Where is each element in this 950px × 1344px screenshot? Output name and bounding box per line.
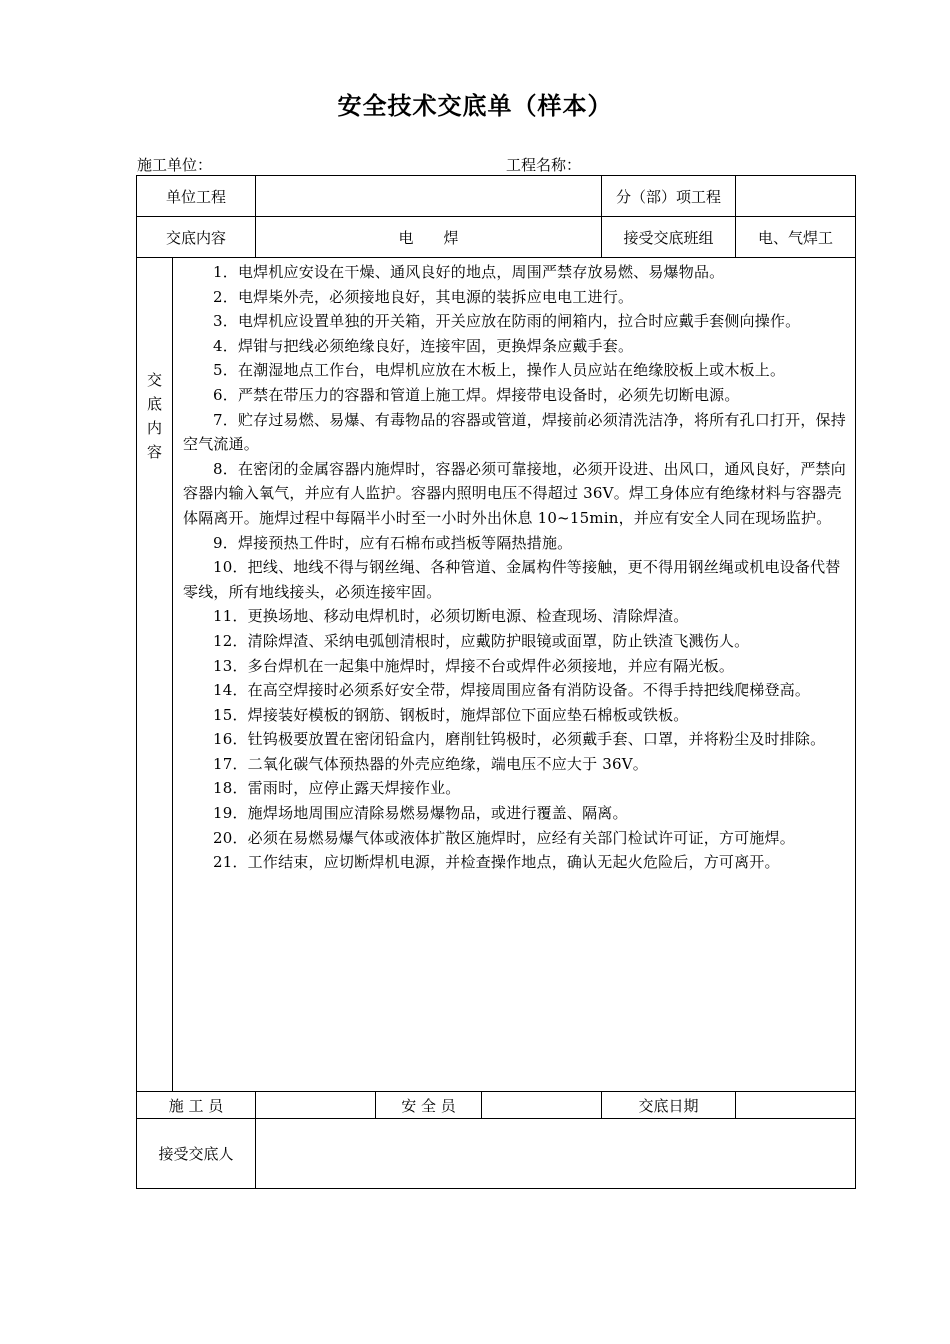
- list-item: 21．工作结束，应切断焊机电源，并检查操作地点，确认无起火危险后，方可离开。: [213, 853, 780, 872]
- list-item: 17．二氧化碳气体预热器的外壳应绝缘，端电压不应大于 36V。: [213, 754, 648, 773]
- list-item: 2．电焊枈外壳，必须接地良好，其电源的装拆应电电工进行。: [213, 287, 634, 306]
- receiver-row: [137, 1119, 856, 1189]
- unit-project-field[interactable]: [256, 176, 602, 217]
- list-item: 10．把线、地线不得与钢丝绳、各种管道、金属构件等接触，更不得用钢丝绳或机电设备代替零线，所有地线接头，必须连接牢固。: [183, 558, 841, 601]
- list-item: 4．焊钳与把线必须绝缘良好，连接牢固，更换焊条应戴手套。: [213, 336, 634, 355]
- receiver-field[interactable]: [256, 1119, 856, 1189]
- list-item: 12．清除焊渣、采纳电弧刨清根时，应戴防护眼镜或面罩，防止铁渣飞溅伤人。: [213, 631, 750, 650]
- list-item: 13．多台焊机在一起集中施焊时，焊接不台或焊件必须接地，并应有隔光板。: [213, 656, 735, 675]
- briefing-content-value: 电 焊: [256, 217, 602, 258]
- worker-label: 施 工 员: [137, 1092, 256, 1119]
- safety-briefing-table: [136, 175, 856, 1189]
- list-item: 18．雷雨时，应停止露天焊接作业。: [213, 779, 461, 798]
- list-item: 16．钍钨极要放置在密闭铅盒内，磨削钍钨极时，必须戴手套、口罩，并将粉尘及时排除。: [213, 730, 826, 749]
- briefing-content-text: [173, 258, 856, 1092]
- receiving-team-label: 接受交底班组: [602, 217, 736, 258]
- list-item: 1．电焊机应安设在干燥、通风良好的地点，周围严禁存放易燃、易爆物品。: [213, 263, 725, 281]
- side-label-char: 内: [146, 419, 162, 437]
- briefing-side-label: [137, 258, 173, 1092]
- sub-project-field[interactable]: [736, 176, 856, 217]
- list-item: 3．电焊机应设置单独的开关箱，开关应放在防雨的闸箱内，拉合时应戴手套侧向操作。: [213, 312, 801, 331]
- page-title: 安全技术交底单（样本）: [337, 92, 613, 120]
- construction-company-label: 施工单位：: [137, 156, 213, 174]
- briefing-content-label: 交底内容: [137, 217, 256, 258]
- side-label-char: 底: [146, 395, 162, 413]
- list-item: 11．更换场地、移动电焊机时，必须切断电源、检查现场、清除焊渣。: [213, 607, 689, 626]
- briefing-body-row: [137, 258, 856, 1092]
- list-item: 5．在潮湿地点工作台，电焊机应放在木板上，操作人员应站在绝缘胶板上或木板上。: [213, 361, 786, 380]
- safety-officer-field[interactable]: [482, 1092, 602, 1119]
- list-item: 14．在高空焊接时必须系好安全带，焊接周围应备有消防设备。不得手持把线爬梯登高。: [213, 681, 811, 700]
- receiver-label: 接受交底人: [137, 1119, 256, 1189]
- briefing-content-row: [137, 217, 856, 258]
- list-item: 19．施焊场地周围应清除易燃易爆物品，或进行覆盖、隔离。: [213, 804, 628, 823]
- side-label-char: 交: [146, 371, 162, 389]
- list-item: 15．焊接装好模板的钢筋、钢板时，施焊部位下面应垫石棉板或铁板。: [213, 705, 689, 724]
- list-item: 20．必须在易燃易爆气体或液体扩散区施焊时，应经有关部门检试许可证，方可施焊。: [213, 828, 795, 847]
- worker-field[interactable]: [256, 1092, 376, 1119]
- unit-project-row: [137, 176, 856, 217]
- list-item: 7．贮存过易燃、易爆、有毒物品的容器或管道，焊接前必须清洗洁净，将所有孔口打开，保持空气流通。: [183, 410, 846, 454]
- receiving-team-value: 电、气焊工: [736, 217, 856, 258]
- briefing-date-label: 交底日期: [602, 1092, 736, 1119]
- signature-row: [137, 1092, 856, 1119]
- list-item: 9．焊接预热工件时，应有石棉布或挡板等隔热措施。: [213, 533, 573, 552]
- unit-project-label: 单位工程: [137, 176, 256, 217]
- safety-officer-label: 安 全 员: [376, 1092, 482, 1119]
- briefing-date-field[interactable]: [736, 1092, 856, 1119]
- list-item: 8．在密闭的金属容器内施焊时，容器必须可靠接地，必须开设进、出风口，通风良好，严禁向容器内输入氧气，并应有人监护。容器内照明电压不得超过 36V。焊工身体应有绝缘材料与容器壳体隔离开。施焊过程中每隔半小时至一小时外出休息 10~15min，并应有安全人同在现场监护。: [183, 459, 846, 527]
- project-name-label: 工程名称：: [506, 156, 582, 174]
- sub-project-label: 分（部）项工程: [602, 176, 736, 217]
- side-label-char: 容: [146, 443, 162, 461]
- list-item: 6．严禁在带压力的容器和管道上施工焊。焊接带电设备时，必须先切断电源。: [213, 385, 740, 404]
